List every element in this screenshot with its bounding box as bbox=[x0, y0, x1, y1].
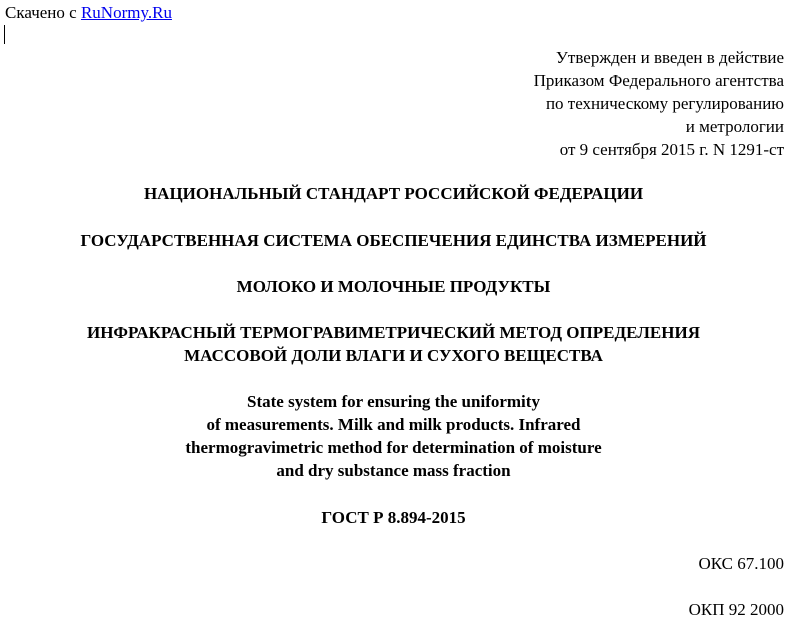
national-standard-text: НАЦИОНАЛЬНЫЙ СТАНДАРТ РОССИЙСКОЙ ФЕДЕРАЦИИ bbox=[143, 184, 644, 203]
national-standard-heading bbox=[0, 182, 787, 205]
approval-block bbox=[534, 46, 784, 161]
okp-code: ОКП 92 2000 bbox=[688, 600, 784, 619]
state-system-text: ГОСУДАРСТВЕННАЯ СИСТЕМА ОБЕСПЕЧЕНИЯ ЕДИНСТВА ИЗМЕРЕНИЙ bbox=[80, 231, 707, 250]
english-title-line-3: thermogravimetric method for determination of moisture bbox=[185, 438, 602, 457]
product-heading bbox=[0, 275, 787, 298]
product-text: МОЛОКО И МОЛОЧНЫЕ ПРОДУКТЫ bbox=[236, 277, 551, 296]
method-heading bbox=[0, 321, 787, 367]
method-line-1: ИНФРАКРАСНЫЙ ТЕРМОГРАВИМЕТРИЧЕСКИЙ МЕТОД ОПРЕДЕЛЕНИЯ bbox=[86, 323, 700, 342]
english-title-line-4: and dry substance mass fraction bbox=[276, 461, 511, 480]
runormy-link[interactable]: RuNormy.Ru bbox=[80, 3, 172, 22]
approval-line-4: и метрологии bbox=[685, 117, 784, 136]
approval-line-5: от 9 сентября 2015 г. N 1291-ст bbox=[559, 140, 784, 159]
state-system-heading bbox=[0, 229, 787, 252]
method-line-2: МАССОВОЙ ДОЛИ ВЛАГИ И СУХОГО ВЕЩЕСТВА bbox=[184, 346, 603, 365]
approval-line-3: по техническому регулированию bbox=[545, 94, 784, 113]
english-title-line-2: of measurements. Milk and milk products. Infrared bbox=[206, 415, 581, 434]
gost-designation bbox=[0, 506, 787, 529]
approval-line-1: Утвержден и введен в действие bbox=[555, 48, 784, 67]
english-title-line-1: State system for ensuring the uniformity bbox=[247, 392, 540, 411]
oks-code: ОКС 67.100 bbox=[698, 554, 784, 573]
text-cursor bbox=[4, 25, 5, 44]
gost-text: ГОСТ Р 8.894-2015 bbox=[321, 508, 466, 527]
english-title bbox=[0, 390, 787, 482]
approval-line-2: Приказом Федерального агентства bbox=[533, 71, 784, 90]
source-prefix: Скачено с bbox=[5, 3, 81, 22]
source-line bbox=[5, 1, 172, 24]
